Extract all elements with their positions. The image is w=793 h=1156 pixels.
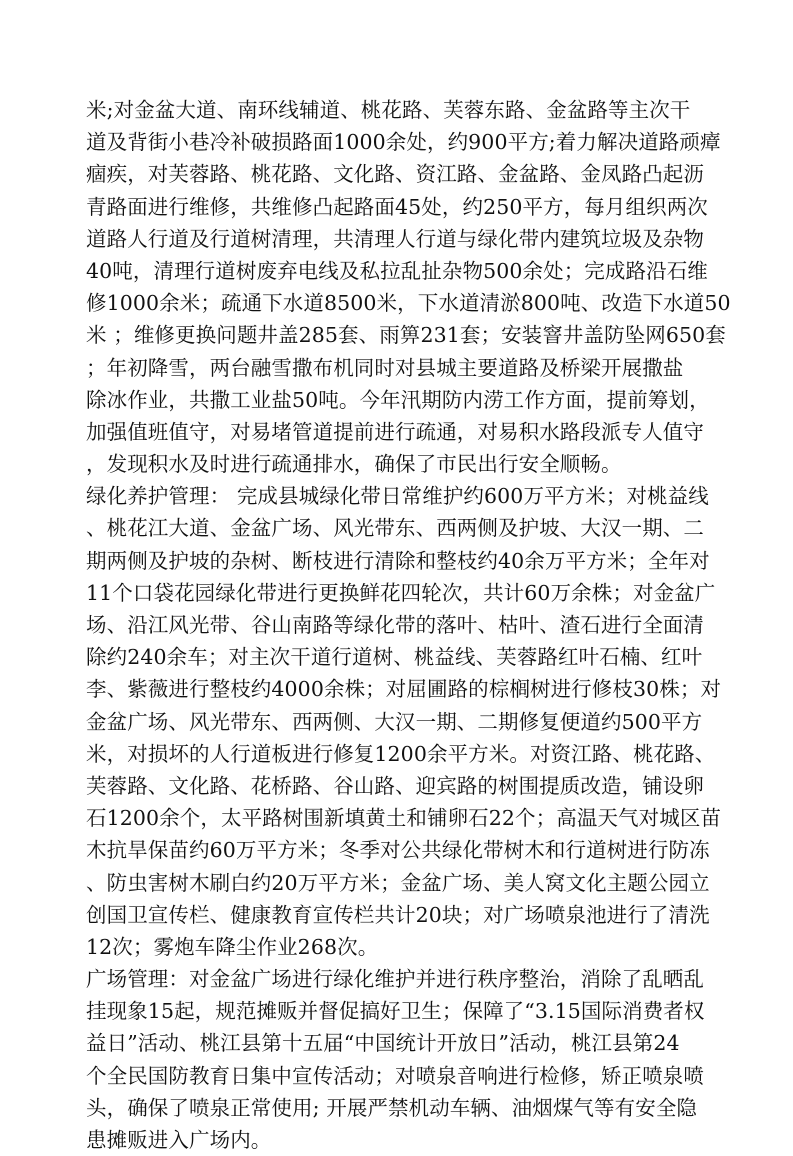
text-line: 米，对损坏的人行道板进行修复1200余平方米。对资江路、桃花路、: [86, 741, 716, 766]
text-line: 道及背街小巷冷补破损路面1000余处，约900平方;着力解决道路顽瘴: [86, 130, 721, 155]
text-line: 米 ；维修更换问题井盖285套、雨箅231套；安装窨井盖防坠网650套: [86, 323, 726, 348]
text-line: 患摊贩进入广场内。: [86, 1128, 272, 1152]
text-line: 期两侧及护坡的杂树、断枝进行清除和整枝约40余万平方米；全年对: [86, 548, 710, 573]
document-body: [86, 94, 731, 1156]
text-line: 个全民国防教育日集中宣传活动；对喷泉音响进行检修，矫正喷泉喷: [86, 1063, 704, 1088]
text-line: ；年初降雪，两台融雪撒布机同时对县城主要道路及桥梁开展撒盐: [86, 355, 684, 380]
text-line: ，发现积水及时进行疏通排水，确保了市民出行安全顺畅。: [86, 452, 622, 477]
text-line: 头，确保了喷泉正常使用; 开展严禁机动车辆、油烟煤气等有安全隐: [86, 1095, 698, 1120]
text-line: 道路人行道及行道树清理，共清理人行道与绿化带内建筑垃圾及杂物: [86, 226, 704, 251]
section-heading-line: 广场管理：对金盆广场进行绿化维护并进行秩序整治，消除了乱晒乱: [86, 967, 704, 992]
text-line: 挂现象15起，规范摊贩并督促搞好卫生；保障了“3.15国际消费者权: [86, 999, 705, 1024]
text-line: 、桃花江大道、金盆广场、风光带东、西两侧及护坡、大汉一期、二: [86, 516, 704, 541]
text-line: 李、紫薇进行整枝约4000余株；对屈圃路的棕榈树进行修枝30株；对: [86, 677, 722, 702]
text-line: 修1000余米；疏通下水道8500米，下水道清淤800吨、改造下水道50: [86, 291, 731, 316]
text-line: 除冰作业，共撒工业盐50吨。今年汛期防内涝工作方面，提前筹划，: [86, 387, 710, 412]
text-line: 11个口袋花园绿化带进行更换鲜花四轮次，共计60万余株；对金盆广: [86, 580, 716, 605]
section-heading-line: 绿化养护管理： 完成县城绿化带日常维护约600万平方米；对桃益线: [86, 484, 709, 509]
text-line: 金盆广场、风光带东、西两侧、大汉一期、二期修复便道约500平方: [86, 709, 703, 734]
text-line: 场、沿江风光带、谷山南路等绿化带的落叶、枯叶、渣石进行全面清: [86, 613, 704, 637]
text-line: 创国卫宣传栏、健康教育宣传栏共计20块；对广场喷泉池进行了清洗: [86, 902, 710, 927]
text-line: 木抗旱保苗约60万平方米；冬季对公共绿化带树木和行道树进行防冻: [86, 838, 710, 863]
text-line: 青路面进行维修，共维修凸起路面45处，约250平方，每月组织两次: [86, 194, 708, 219]
text-line: 痼疾，对芙蓉路、桃花路、文化路、资江路、金盆路、金凤路凸起沥: [86, 162, 704, 187]
text-line: 加强值班值守，对易堵管道提前进行疏通，对易积水路段派专人值守: [86, 419, 704, 444]
text-line: 、防虫害树木刷白约20万平方米；金盆广场、美人窝文化主题公园立: [86, 870, 710, 895]
text-line: 芙蓉路、文化路、花桥路、谷山路、迎宾路的树围提质改造，铺设卵: [86, 773, 704, 798]
text-line: 除约240余车；对主次干道行道树、桃益线、芙蓉路红叶石楠、红叶: [86, 645, 703, 670]
text-line: 益日”活动、桃江县第十五届“中国统计开放日”活动，桃江县第24: [86, 1031, 680, 1056]
text-line: 40吨，清理行道树废弃电线及私拉乱扯杂物500余处；完成路沿石维: [86, 258, 708, 283]
text-line: 石1200余个，太平路树围新填黄土和铺卵石22个；高温天气对城区苗: [86, 806, 722, 831]
text-line: 12次；雾炮车降尘作业268次。: [86, 934, 379, 959]
text-line: 米;对金盆大道、南环线辅道、桃花路、芙蓉东路、金盆路等主次干: [86, 98, 691, 122]
